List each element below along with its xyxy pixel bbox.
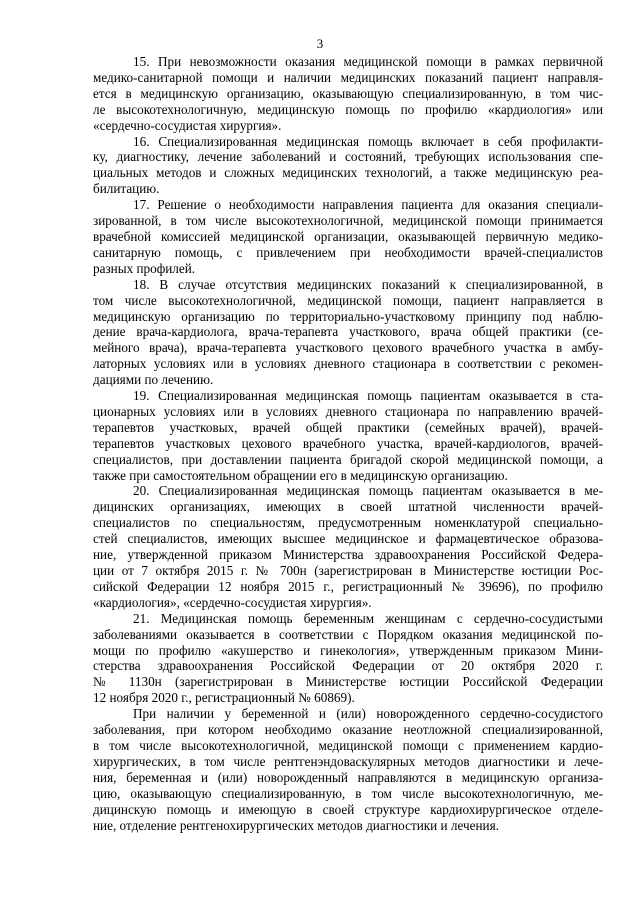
- paragraph-p20: [93, 483, 603, 610]
- page-number: 3: [316, 36, 324, 51]
- text-line: «кардиология», «сердечно-сосудистая хирургия».: [93, 594, 372, 610]
- text-line: терапевтов участковых цехового врачебного участка, врачей-кардиологов, врачей-: [93, 435, 603, 451]
- text-line: «сердечно-сосудистая хирургия».: [93, 117, 282, 133]
- text-line: врачебной комиссией медицинской организации, оказывающей первичную медико-: [93, 228, 603, 244]
- text-line: сийской Федерации 12 ноября 2015 г., регистрационный № 39696), по профилю: [93, 578, 603, 594]
- text-line: ционарных условиях или в условиях дневного стационара по направлению врачей-: [93, 403, 603, 419]
- text-line: том числе высокотехнологичной, медицинской помощи, пациент направляется в: [93, 292, 603, 308]
- paragraph-p21: [93, 611, 603, 706]
- text-line: в том числе высокотехнологичной, медицинской помощи с применением кардио-: [93, 737, 603, 753]
- text-line: ния, беременная и (или) новорожденный направляются в медицинскую организа-: [93, 769, 603, 785]
- text-line: ется в медицинскую организацию, оказывающую специализированную, в том чис-: [93, 85, 603, 101]
- text-line: мощи по профилю «акушерство и гинекология», утвержденным приказом Мини-: [93, 642, 603, 658]
- paragraph-p18: [93, 277, 603, 388]
- text-line: ции от 7 октября 2015 г. № 700н (зарегистрирован в Министерстве юстиции Рос-: [93, 563, 603, 578]
- text-line: При наличии у беременной и (или) новорожденного сердечно-сосудистого: [133, 706, 603, 722]
- text-line: 19. Специализированная медицинская помощь пациентам оказывается в ста-: [133, 388, 603, 404]
- text-line: специалистов, при доставлении пациента бригадой скорой медицинской помощи, а: [93, 451, 603, 467]
- text-line: терапевтов участковых, врачей общей практики (семейных врачей), врачей-: [93, 419, 603, 435]
- text-line: 18. В случае отсутствия медицинских показаний к специализированной, в: [133, 276, 603, 292]
- text-line: специалистов по специальностям, предусмотренным номенклатурой специально-: [93, 515, 603, 531]
- paragraph-p17: [93, 197, 603, 277]
- text-line: дациями по лечению.: [93, 372, 214, 388]
- text-line: 17. Решение о необходимости направления пациента для оказания специали-: [133, 197, 603, 213]
- text-line: ле высокотехнологичную, медицинскую помощь по профилю «кардиология» или: [93, 101, 603, 117]
- text-line: медицинскую организацию по территориально-участковому принципу под наблю-: [93, 308, 603, 324]
- text-line: медико-санитарной помощи и наличии медицинских показаний пациент направля-: [93, 69, 603, 85]
- paragraph-p15: [93, 54, 603, 134]
- text-line: 12 ноября 2020 г., регистрационный № 60869).: [93, 690, 355, 706]
- text-line: латорных условиях или в условиях дневного стационара в соответствии с рекомен-: [93, 356, 603, 372]
- text-line: 21. Медицинская помощь беременным женщинам с сердечно-сосудистыми: [133, 610, 603, 626]
- text-line: дицинскую помощь и имеющую в своей структуре кардиохирургическое отделе-: [93, 801, 603, 817]
- text-line: № 1130н (зарегистрирован в Министерстве юстиции Российской Федерации: [93, 674, 603, 690]
- text-line: ку, диагностику, лечение заболеваний и состояний, требующих использования спе-: [93, 149, 603, 165]
- text-line: зированной, в том числе высокотехнологичной, медицинской помощи принимается: [93, 213, 603, 229]
- text-line: ние, утвержденной приказом Министерства здравоохранения Российской Федера-: [93, 547, 603, 563]
- text-line: санитарную помощь, с привлечением при необходимости врачей-специалистов: [93, 244, 603, 260]
- text-line: стерства здравоохранения Российской Федерации от 20 октября 2020 г.: [93, 658, 603, 674]
- text-line: заболевания, при котором необходимо оказание неотложной специализированной,: [93, 722, 603, 738]
- document-body: [93, 54, 603, 833]
- text-line: цию, оказывающую специализированную, в том числе высокотехнологичную, ме-: [93, 785, 603, 801]
- paragraph-p19: [93, 388, 603, 483]
- text-line: также при самостоятельном обращении его в медицинскую организацию.: [93, 467, 508, 483]
- paragraph-p22: [93, 706, 603, 833]
- paragraph-p16: [93, 134, 603, 198]
- text-line: билитацию.: [93, 181, 160, 197]
- text-line: хирургических, в том числе рентгенэндоваскулярных методов диагностики и лече-: [93, 753, 603, 769]
- text-line: 15. При невозможности оказания медицинской помощи в рамках первичной: [133, 54, 603, 69]
- text-line: циальных методов и сложных медицинских технологий, а также медицинскую реа-: [93, 165, 603, 181]
- text-line: заболеваниями оказывается в соответствии с Порядком оказания медицинской по-: [93, 626, 603, 642]
- text-line: 20. Специализированная медицинская помощь пациентам оказывается в ме-: [133, 483, 603, 499]
- text-line: стей специалистов, имеющих высшее медицинское и фармацевтическое образова-: [93, 531, 603, 547]
- text-line: мейного врача), врача-терапевта участкового цехового врачебного участка в амбу-: [93, 340, 603, 356]
- text-line: дицинских организациях, имеющих в своей штатной численности врачей-: [93, 499, 603, 515]
- text-line: ние, отделение рентгенохирургических методов диагностики и лечения.: [93, 817, 499, 833]
- text-line: 16. Специализированная медицинская помощь включает в себя профилакти-: [133, 133, 603, 149]
- text-line: дение врача-кардиолога, врача-терапевта участкового, врача общей практики (се-: [93, 324, 603, 340]
- text-line: разных профилей.: [93, 260, 196, 276]
